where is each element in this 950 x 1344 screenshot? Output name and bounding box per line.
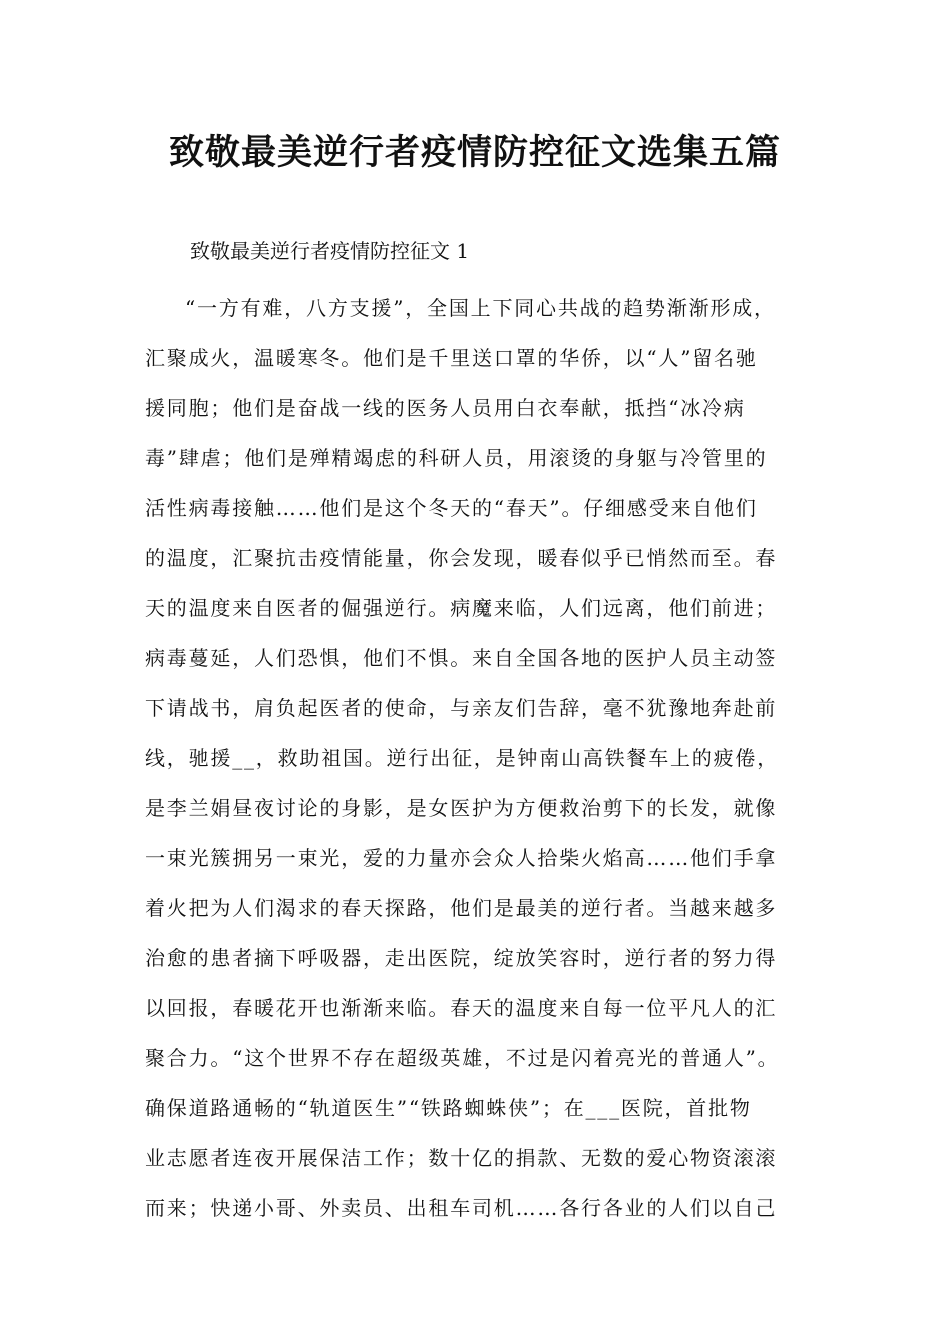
text-line: 活性病毒接触……他们是这个冬天的“春天”。仔细感受来自他们	[145, 496, 758, 520]
text-line: 是李兰娟昼夜讨论的身影，是女医护为方便救治剪下的长发，就像	[145, 796, 778, 820]
text-line: 毒”肆虐；他们是殚精竭虑的科研人员，用滚烫的身躯与冷管里的	[145, 446, 768, 470]
text-line: 的温度，汇聚抗击疫情能量，你会发现，暖春似乎已悄然而至。春	[145, 546, 778, 570]
section-heading: 致敬最美逆行者疫情防控征文 1	[190, 239, 470, 263]
text-line: 以回报，春暖花开也渐渐来临。春天的温度来自每一位平凡人的汇	[145, 996, 778, 1020]
text-line: 汇聚成火，温暖寒冬。他们是千里送口罩的华侨，以“人”留名驰	[145, 346, 758, 370]
text-line: 而来；快递小哥、外卖员、出租车司机……各行各业的人们以自己	[145, 1196, 778, 1220]
text-line: 一束光簇拥另一束光，爱的力量亦会众人拾柴火焰高……他们手拿	[145, 846, 778, 870]
text-line: 线，驰援__，救助祖国。逆行出征，是钟南山高铁餐车上的疲倦，	[145, 746, 779, 770]
text-line: 聚合力。“这个世界不存在超级英雄，不过是闪着亮光的普通人”。	[145, 1046, 780, 1070]
text-line: 病毒蔓延，人们恐惧，他们不惧。来自全国各地的医护人员主动签	[145, 646, 778, 670]
text-line: 业志愿者连夜开展保洁工作；数十亿的捐款、无数的爱心物资滚滚	[145, 1146, 778, 1170]
text-line: 治愈的患者摘下呼吸器，走出医院，绽放笑容时，逆行者的努力得	[145, 946, 778, 970]
text-line: 确保道路通畅的“轨道医生”“铁路蜘蛛侠”；在___医院，首批物	[145, 1096, 752, 1120]
document-title: 致敬最美逆行者疫情防控征文选集五篇	[168, 133, 781, 173]
body-paragraph	[145, 283, 825, 1233]
text-line: 援同胞；他们是奋战一线的医务人员用白衣奉献，抵挡“冰冷病	[145, 396, 746, 420]
text-line: 天的温度来自医者的倔强逆行。病魔来临，人们远离，他们前进；	[145, 596, 778, 620]
text-line: 着火把为人们渴求的春天探路，他们是最美的逆行者。当越来越多	[145, 896, 778, 920]
text-line: 下请战书，肩负起医者的使命，与亲友们告辞，毫不犹豫地奔赴前	[145, 696, 778, 720]
text-line: “一方有难，八方支援”，全国上下同心共战的趋势渐渐形成，	[185, 296, 776, 320]
